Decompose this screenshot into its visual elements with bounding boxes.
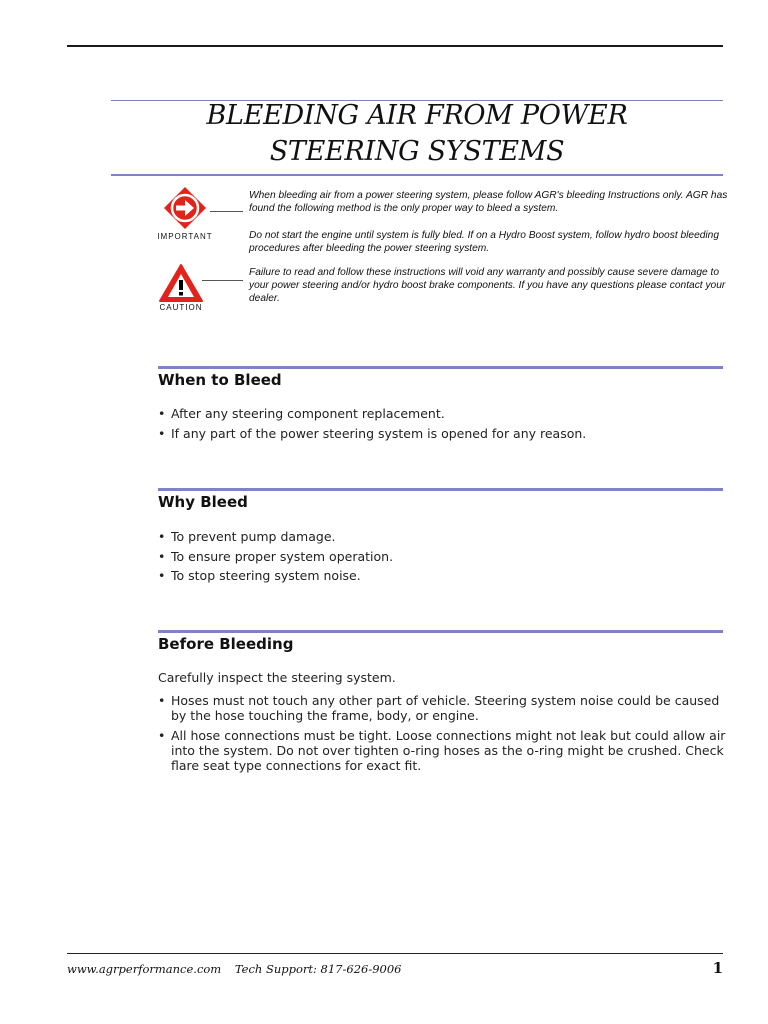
important-leader-line xyxy=(210,211,243,212)
important-arrow-icon xyxy=(163,186,207,230)
important-note-2 xyxy=(249,229,729,255)
important-note xyxy=(249,189,729,215)
why-section-rule xyxy=(158,488,723,491)
when-section-rule xyxy=(158,366,723,369)
caution-label: CAUTION xyxy=(159,303,203,312)
list-item: • All hose connections must be tight. Loose connections might not leak but could allow air into the system. Do not over tighten o-ring hoses as the o-ring might be crushed. Check flare seat type connections for exact fit. xyxy=(158,728,728,773)
header-rule xyxy=(67,45,723,47)
page-title-line-1: BLEEDING AIR FROM POWER xyxy=(206,100,628,131)
list-item: • Hoses must not touch any other part of vehicle. Steering system noise could be caused by the hose touching the frame, body, or engine. xyxy=(158,693,728,723)
before-section-list xyxy=(158,693,728,777)
footer-rule xyxy=(67,953,723,954)
list-item: • To ensure proper system operation. xyxy=(158,549,728,564)
footer xyxy=(67,962,401,976)
before-section-title: Before Bleeding xyxy=(158,635,294,653)
important-note-para-2: Do not start the engine until system is fully bled. If on a Hydro Boost system, follow hydro boost bleeding procedures after bleeding the power steering system. xyxy=(249,230,719,254)
caution-note-text: Failure to read and follow these instructions will void any warranty and possibly cause severe damage to your power steering and/or hydro boost brake components. If you have any questions please contact your dealer. xyxy=(249,267,726,304)
before-section-intro: Carefully inspect the steering system. xyxy=(158,670,396,685)
list-item: • To prevent pump damage. xyxy=(158,529,728,544)
important-notice-icon-block xyxy=(150,186,220,241)
when-section-list xyxy=(158,406,728,445)
page-title xyxy=(111,98,723,170)
footer-tech-support: Tech Support: 817-626-9006 xyxy=(234,962,402,976)
caution-notice-icon-block xyxy=(146,263,216,312)
before-section-rule xyxy=(158,630,723,633)
caution-leader-line xyxy=(202,280,243,281)
caution-triangle-icon xyxy=(158,263,204,303)
footer-website-link[interactable]: www.agrperformance.com xyxy=(67,962,222,976)
list-item: • If any part of the power steering system is opened for any reason. xyxy=(158,426,728,441)
list-item: • After any steering component replacement. xyxy=(158,406,728,421)
important-note-para-1: When bleeding air from a power steering system, please follow AGR's bleeding Instructions only. AGR has found the following method is the only proper way to bleed a system. xyxy=(249,190,728,214)
why-section-list xyxy=(158,529,728,588)
caution-note xyxy=(249,266,729,305)
page-number: 1 xyxy=(712,959,723,977)
title-bottom-rule xyxy=(111,174,723,176)
list-item: • To stop steering system noise. xyxy=(158,568,728,583)
why-section-title: Why Bleed xyxy=(158,493,248,511)
page-title-line-2: STEERING SYSTEMS xyxy=(269,136,565,167)
when-section-title: When to Bleed xyxy=(158,371,282,389)
important-label: IMPORTANT xyxy=(157,232,213,241)
